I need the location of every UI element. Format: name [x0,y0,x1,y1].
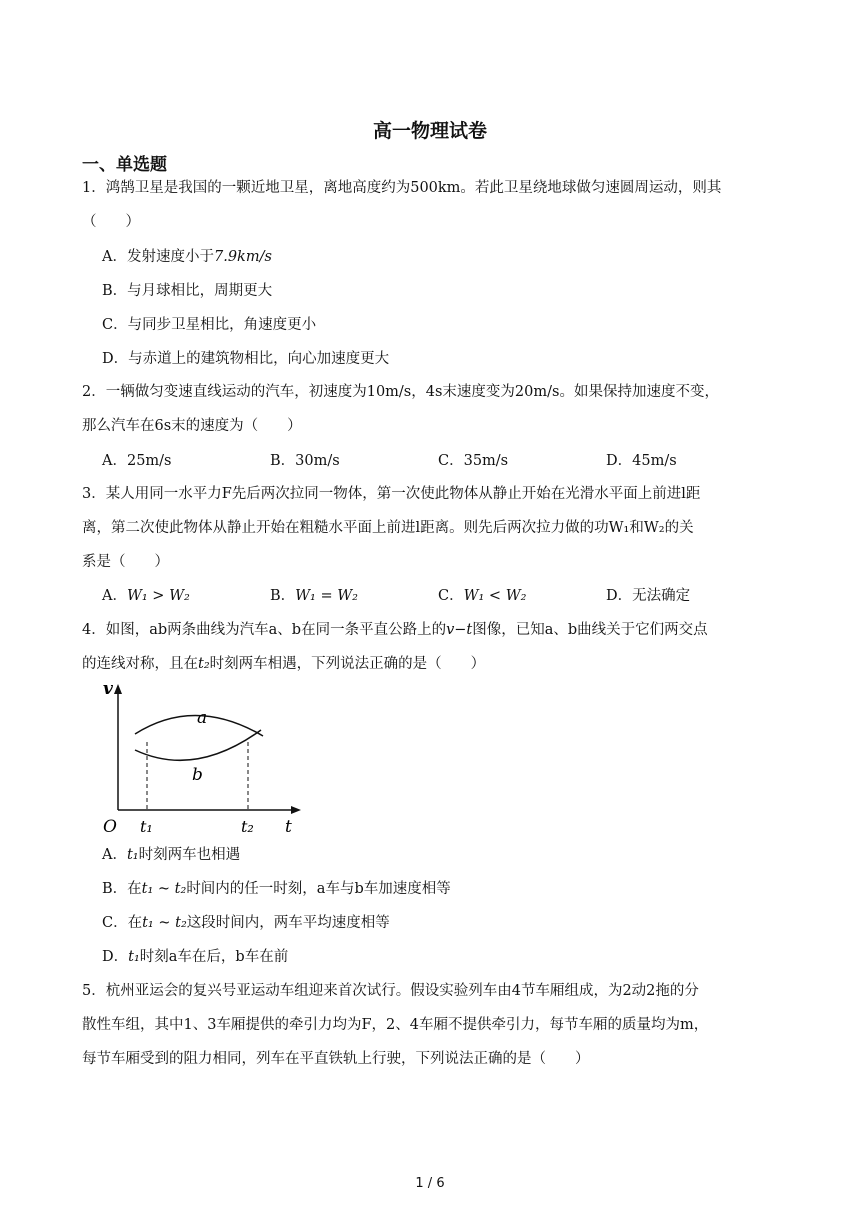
q2-stem-line1: 2．一辆做匀变速直线运动的汽车，初速度为10m/s，4s末速度变为20m/s。如果保持加速度不变， [82,384,719,400]
q4-option-a [102,845,240,865]
q3-option-c-label: C． [438,588,464,604]
q3-option-d: D．无法确定 [606,588,691,604]
q1-option-a-math: 7.9km/s [213,249,272,265]
q5-stem-line1: 5．杭州亚运会的复兴号亚运动车组迎来首次试行。假设实验列车由4节车厢组成，为2动2拖的分 [82,983,699,999]
fig-label-b: b [192,765,203,785]
q4-stem-line1-math: v−t [446,622,473,638]
q3-stem-line2: 离，第二次使此物体从静止开始在粗糙水平面上前进l距离。则先后两次拉力做的功W₁和W₂的关 [82,520,694,536]
curve-b [135,730,261,760]
v-axis-arrow [114,684,122,694]
q2-option-d: D．45m/s [606,453,677,469]
q3-option-a-math: W₁ > W₂ [126,588,190,604]
fig-label-t1: t₁ [140,817,153,836]
t-axis-arrow [291,806,301,814]
q1-stem-line1: 1．鸿鹄卫星是我国的一颗近地卫星，离地高度约为500km。若此卫星绕地球做匀速圆周运动，则其 [82,180,722,196]
q4-stem-line2-math: t₂ [198,656,210,672]
q4-option-b-pre: B．在 [102,881,142,897]
q5-stem-line3: 每节车厢受到的阻力相同，列车在平直铁轨上行驶，下列说法正确的是（ ） [82,1051,590,1067]
q1-stem-line2: （ ） [82,214,140,230]
fig-label-a: a [197,708,208,728]
q2-option-b: B．30m/s [270,453,340,469]
page-title: 高一物理试卷 [372,120,487,142]
q4-option-a-math: t₁ [126,847,139,863]
q1-option-b: B．与月球相比，周期更大 [102,283,273,299]
q4-option-d-text: 时刻a车在后，b车在前 [139,949,289,965]
q4-option-d-math: t₁ [128,949,140,965]
q2-stem-line2: 那么汽车在6s末的速度为（ ） [82,418,302,434]
q4-stem-line2 [82,654,485,674]
q4-stem-line1-b: 图像，已知a、b曲线关于它们两交点 [472,622,708,638]
q3-stem-line1: 3．某人用同一水平力F先后两次拉同一物体，第一次使此物体从静止开始在光滑水平面上前进l距 [82,486,701,502]
q4-stem-line2-b: 时刻两车相遇，下列说法正确的是（ ） [209,656,486,672]
fig-label-t: t [285,817,292,837]
q4-option-d [102,947,288,967]
fig-label-t2: t₂ [241,817,254,836]
q4-option-a-label: A． [102,847,127,863]
q3-option-b-label: B． [270,588,296,604]
page-number: 1 / 6 [415,1176,445,1191]
q4-option-b-math: t₁ ~ t₂ [141,881,187,897]
q4-option-c [102,913,390,933]
q4-option-d-label: D． [102,949,129,965]
q3-option-c [438,586,526,606]
q1-option-a-text: A．发射速度小于 [102,249,214,265]
q3-stem-line3: 系是（ ） [82,554,169,570]
q5-stem-line2: 散性车组，其中1、3车厢提供的牵引力均为F，2、4车厢不提供牵引力，每节车厢的质量均为m， [82,1017,709,1033]
q4-option-a-text: 时刻两车也相遇 [138,847,241,863]
q3-option-a-label: A． [102,588,127,604]
q1-option-a [102,247,272,267]
q4-option-c-text: 这段时间内，两车平均速度相等 [186,915,390,931]
fig-label-origin: O [103,817,117,837]
q1-option-c: C．与同步卫星相比，角速度更小 [102,317,317,333]
q3-option-c-math: W₁ < W₂ [463,588,527,604]
q3-option-b [270,586,358,606]
section-heading: 一、单选题 [82,155,167,175]
q4-option-c-math: t₁ ~ t₂ [142,915,187,931]
q4-stem-line2-a: 的连线对称，且在 [82,656,198,672]
q4-vt-figure [95,678,315,838]
q4-option-b [102,879,451,899]
q4-option-c-pre: C．在 [102,915,143,931]
fig-label-v: v [103,679,113,699]
q4-stem-line1-a: 4．如图，ab两条曲线为汽车a、b在同一条平直公路上的 [82,622,447,638]
q4-option-b-text: 时间内的任一时刻，a车与b车加速度相等 [186,881,451,897]
q3-option-b-math: W₁ = W₂ [295,588,358,604]
q2-option-c: C．35m/s [438,453,509,469]
q1-option-d: D．与赤道上的建筑物相比，向心加速度更大 [102,351,390,367]
q3-option-a [102,586,190,606]
q4-stem-line1 [82,620,708,640]
q2-option-a: A．25m/s [102,453,172,469]
